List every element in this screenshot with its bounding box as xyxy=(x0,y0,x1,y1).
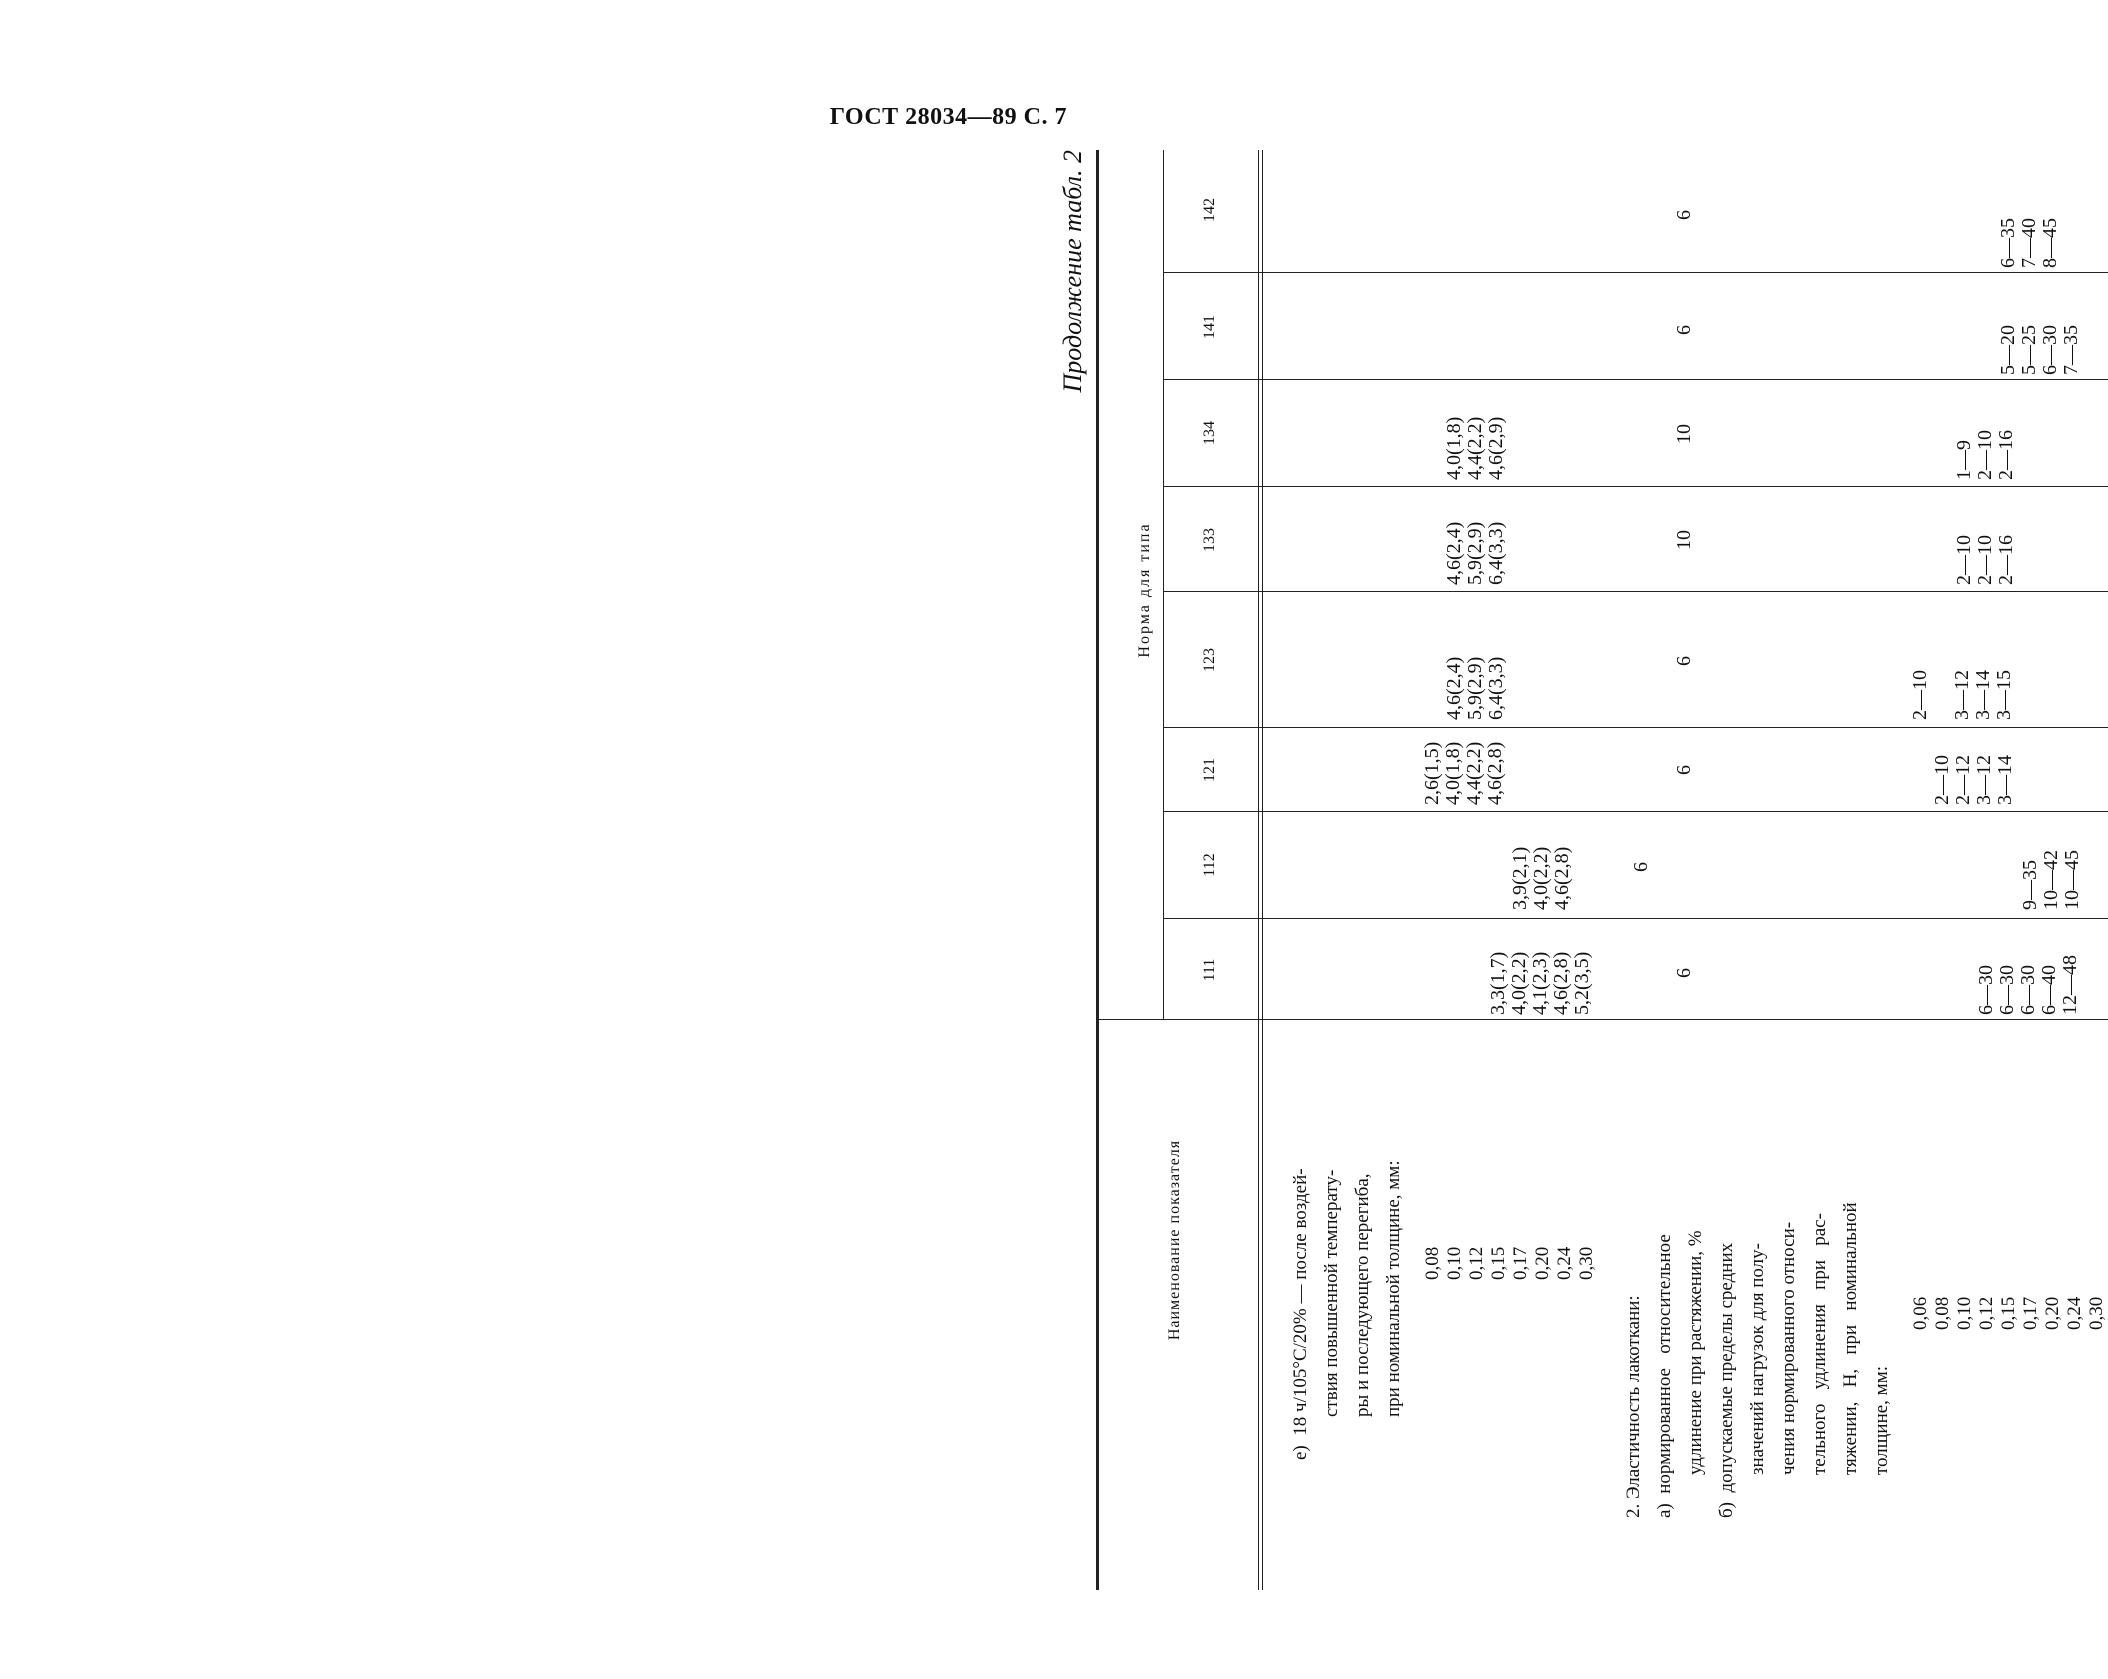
row-b-line: тяжении, Н, при номинальной xyxy=(1840,1202,1861,1475)
thickness: 0,30 xyxy=(1576,1246,1597,1280)
header-bottom-rule xyxy=(1258,150,1259,1590)
page-header: ГОСТ 28034—89 С. 7 xyxy=(829,104,1067,130)
thickness: 0,17 xyxy=(2020,1296,2041,1330)
norm-subheader-rule xyxy=(1163,150,1164,1020)
col-134: 134 xyxy=(1201,421,1218,445)
table-top-border xyxy=(1096,150,1099,1590)
name-column-divider xyxy=(1096,1019,2108,1020)
row-e-line: ры и последующего перегиба, xyxy=(1352,1173,1373,1417)
cell-e-111: 3,3(1,7) 4,0(2,2) 4,1(2,3) 4,6(2,8) 5,2(3,5) xyxy=(1487,951,1593,1015)
col-divider xyxy=(1262,918,2108,919)
col-divider xyxy=(1163,272,1263,273)
row-e-line: при номинальной толщине, мм: xyxy=(1383,1160,1404,1417)
header-double-rule xyxy=(1262,150,1263,1590)
cell-e-123: 4,6(2,4) 5,9(2,9) 6,4(3,3) xyxy=(1443,656,1507,720)
cell-b-111: 6—30 6—30 6—30 6—40 12—48 xyxy=(1975,955,2081,1015)
thickness: 0,24 xyxy=(2064,1296,2085,1330)
rotated-table-sheet xyxy=(1058,150,2108,1590)
thickness: 0,10 xyxy=(1444,1246,1465,1280)
cell-a-133: 10 xyxy=(1673,530,1695,550)
col-header-name: Наименование показателя xyxy=(1166,1139,1183,1341)
row-b-line: толщине, мм: xyxy=(1871,1365,1892,1475)
cell-a-141: 6 xyxy=(1673,325,1695,335)
col-divider xyxy=(1262,727,2108,728)
col-divider xyxy=(1262,591,2108,592)
cell-b-133: 2—10 2—10 2—16 xyxy=(1953,535,2017,585)
col-123: 123 xyxy=(1201,648,1218,672)
cell-b-141: 5—20 5—25 6—30 7—35 xyxy=(1997,325,2082,375)
cell-b-142: 6—35 7—40 8—45 xyxy=(1997,218,2061,268)
thickness: 0,08 xyxy=(1422,1246,1443,1280)
row-b-line: значений нагрузок для полу- xyxy=(1747,1243,1768,1475)
col-divider xyxy=(1163,379,1263,380)
cell-e-121: 2,6(1,5) 4,0(1,8) 4,4(2,2) 4,6(2,8) xyxy=(1421,741,1506,805)
thickness: 0,12 xyxy=(1466,1246,1487,1280)
cell-a-112: 6 xyxy=(1630,862,1652,872)
row-b-line: б) допускаемые пределы средних xyxy=(1716,1242,1737,1518)
thickness: 0,20 xyxy=(2042,1296,2063,1330)
col-divider xyxy=(1163,811,1263,812)
cell-e-112: 3,9(2,1) 4,0(2,2) 4,6(2,8) xyxy=(1509,846,1573,910)
thickness: 0,17 xyxy=(1510,1246,1531,1280)
cell-b-123: 2—10 3—12 3—14 3—15 xyxy=(1909,670,2015,720)
thickness: 0,06 xyxy=(1910,1296,1931,1330)
row-a-line: а) нормированное относительное xyxy=(1654,1234,1675,1518)
col-divider xyxy=(1163,486,1263,487)
col-141: 141 xyxy=(1201,315,1218,339)
col-header-norm: Норма для типа xyxy=(1136,522,1153,658)
cell-b-121: 2—10 2—12 3—12 3—14 xyxy=(1931,755,2016,805)
col-divider xyxy=(1262,486,2108,487)
col-112: 112 xyxy=(1201,853,1218,877)
col-divider xyxy=(1262,272,2108,273)
cell-b-134: 1—9 2—10 2—16 xyxy=(1953,430,2017,480)
row-b-line: тельного удлинения при рас- xyxy=(1809,1213,1830,1475)
thickness: 0,20 xyxy=(1532,1246,1553,1280)
cell-e-133: 4,6(2,4) 5,9(2,9) 6,4(3,3) xyxy=(1443,521,1507,585)
thickness: 0,24 xyxy=(1554,1246,1575,1280)
thickness: 0,15 xyxy=(1488,1246,1509,1280)
col-142: 142 xyxy=(1201,198,1218,222)
col-divider xyxy=(1262,811,2108,812)
col-111: 111 xyxy=(1201,958,1218,982)
cell-e-134: 4,0(1,8) 4,4(2,2) 4,6(2,9) xyxy=(1443,416,1507,480)
thickness: 0,08 xyxy=(1932,1296,1953,1330)
thickness: 0,12 xyxy=(1976,1296,1997,1330)
cell-a-111: 6 xyxy=(1673,968,1695,978)
thickness: 0,10 xyxy=(1954,1296,1975,1330)
cell-a-134: 10 xyxy=(1673,424,1695,444)
row-a-line: удлинение при растяжении, % xyxy=(1685,1230,1706,1475)
thickness: 0,30 xyxy=(2086,1296,2107,1330)
cell-b-112: 9—35 10—42 10—45 xyxy=(2019,850,2083,910)
cell-a-121: 6 xyxy=(1673,765,1695,775)
continuation-caption: Продолжение табл. 2 xyxy=(1058,150,1087,393)
row-e-line: ствия повышенной температу- xyxy=(1321,1169,1342,1417)
col-divider xyxy=(1163,918,1263,919)
col-divider xyxy=(1262,379,2108,380)
section-2-title: 2. Эластичность лакоткани: xyxy=(1623,1295,1644,1518)
thickness: 0,15 xyxy=(1998,1296,2019,1330)
col-133: 133 xyxy=(1201,528,1218,552)
col-divider xyxy=(1163,591,1263,592)
col-121: 121 xyxy=(1201,758,1218,782)
col-divider xyxy=(1163,727,1263,728)
cell-a-123: 6 xyxy=(1673,656,1695,666)
row-e-line: е) 18 ч/105°C/20% — после воздей- xyxy=(1290,1168,1311,1460)
row-b-line: чения нормированного относи- xyxy=(1778,1221,1799,1475)
cell-a-142: 6 xyxy=(1673,210,1695,220)
